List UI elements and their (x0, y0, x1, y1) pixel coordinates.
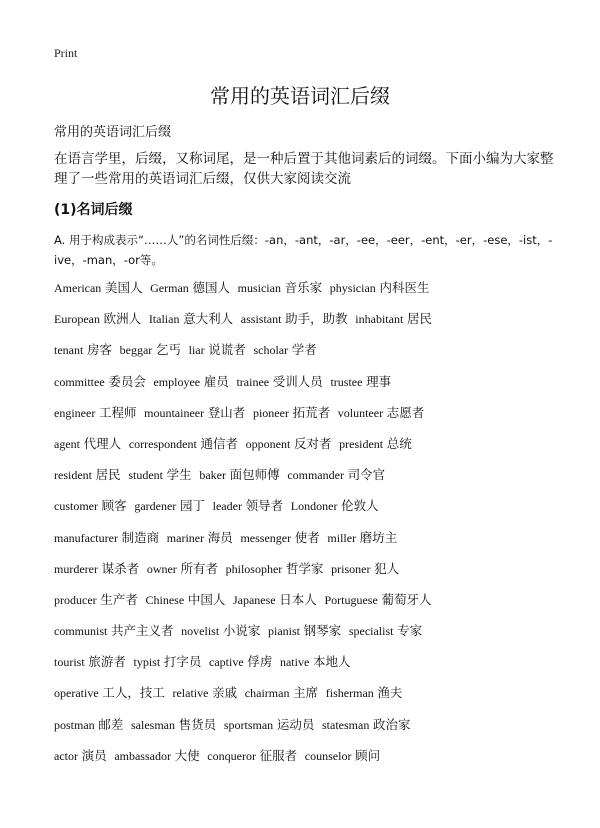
chinese-meaning: 学生 (166, 467, 192, 483)
english-word: trainee (236, 374, 270, 389)
vocab-entry (330, 375, 391, 389)
vocab-line (54, 434, 574, 465)
chinese-meaning: 演员 (81, 747, 107, 763)
chinese-meaning: 亲戚 (212, 685, 238, 701)
english-word: messenger (240, 530, 292, 545)
vocab-entry (147, 562, 218, 576)
english-word: novelist (181, 624, 220, 639)
chinese-meaning: 哲学家 (285, 560, 324, 576)
chinese-meaning: 意大利人 (183, 311, 234, 327)
vocab-entry (144, 406, 245, 420)
vocab-entry (134, 655, 202, 669)
chinese-meaning: 受训人员 (272, 373, 323, 389)
vocab-entry (253, 406, 330, 420)
vocab-entry (349, 624, 422, 638)
vocab-entry (54, 718, 123, 732)
chinese-meaning: 中国人 (187, 591, 226, 607)
chinese-meaning: 制造商 (121, 529, 160, 545)
english-word: mountaineer (144, 405, 205, 420)
english-word: opponent (245, 436, 291, 451)
vocab-line (54, 340, 574, 371)
vocab-entry (245, 686, 318, 700)
chinese-meaning: 谋杀者 (101, 560, 140, 576)
vocab-entry (246, 437, 332, 451)
english-word: inhabitant (355, 312, 404, 327)
vocab-entry (131, 718, 216, 732)
subtitle: 常用的英语词汇后缀 (54, 125, 172, 140)
vocabulary-list (54, 278, 574, 777)
vocab-entry (233, 593, 317, 607)
english-word: Londoner (290, 499, 338, 514)
chinese-meaning: 总统 (386, 435, 412, 451)
english-word: German (150, 281, 189, 295)
vocab-entry (54, 593, 138, 607)
vocab-line (54, 528, 574, 559)
vocab-entry (54, 655, 126, 669)
vocab-entry (149, 312, 233, 326)
chinese-meaning: 打字员 (163, 654, 202, 670)
vocab-entry (213, 499, 283, 513)
vocab-entry (54, 437, 121, 451)
vocab-entry (209, 655, 272, 669)
chinese-meaning: 代理人 (83, 435, 122, 451)
print-link[interactable]: Print (54, 46, 78, 60)
english-word: agent (54, 436, 80, 451)
vocab-entry (54, 749, 107, 763)
chinese-meaning: 钢琴家 (303, 623, 342, 639)
english-word: commander (287, 468, 344, 483)
chinese-meaning: 海员 (207, 529, 233, 545)
chinese-meaning: 共产主义者 (111, 623, 174, 639)
vocab-entry (327, 531, 397, 545)
vocab-entry (54, 686, 165, 700)
chinese-meaning: 本地人 (312, 654, 351, 670)
english-word: employee (153, 374, 201, 389)
chinese-meaning: 居民 (406, 311, 432, 327)
chinese-meaning: 专家 (397, 623, 423, 639)
chinese-meaning: 内科医生 (379, 280, 430, 295)
chinese-meaning: 小说家 (222, 623, 261, 639)
chinese-meaning: 主席 (293, 685, 319, 701)
vocab-entry (172, 686, 237, 700)
vocab-entry (238, 281, 323, 295)
vocab-entry (54, 531, 159, 545)
vocab-entry (326, 686, 403, 700)
english-word: president (339, 436, 384, 451)
vocab-line (54, 496, 574, 527)
english-word: gardener (134, 499, 177, 514)
chinese-meaning: 音乐家 (284, 280, 323, 295)
chinese-meaning: 美国人 (104, 280, 143, 295)
chinese-meaning: 拓荒者 (292, 404, 331, 420)
vocab-entry (181, 624, 260, 638)
chinese-meaning: 反对者 (293, 435, 332, 451)
chinese-meaning: 工人，技工 (102, 685, 165, 701)
vocab-entry (129, 437, 238, 451)
vocab-entry (114, 749, 199, 763)
vocab-entry (207, 749, 297, 763)
english-word: musician (237, 281, 281, 295)
chinese-meaning: 居民 (95, 467, 121, 483)
vocab-entry (54, 624, 174, 638)
vocab-entry (280, 655, 351, 669)
vocab-entry (189, 343, 246, 357)
chinese-meaning: 运动员 (276, 716, 315, 732)
chinese-meaning: 邮差 (98, 716, 124, 732)
vocab-line (54, 403, 574, 434)
vocab-entry (128, 468, 191, 482)
chinese-meaning: 学者 (291, 342, 317, 358)
chinese-meaning: 面包师傅 (229, 467, 280, 483)
vocab-line (54, 372, 574, 403)
chinese-meaning: 俘虏 (247, 654, 273, 670)
english-word: miller (327, 530, 357, 545)
chinese-meaning: 德国人 (192, 280, 230, 295)
english-word: leader (212, 499, 242, 514)
vocab-entry (324, 593, 431, 607)
vocab-entry (338, 406, 425, 420)
chinese-meaning: 政治家 (372, 716, 411, 732)
vocab-entry (134, 499, 205, 513)
vocab-entry (54, 562, 139, 576)
english-word: operative (54, 686, 99, 701)
chinese-meaning: 渔夫 (377, 685, 403, 701)
english-word: pianist (268, 624, 300, 639)
vocab-entry (167, 531, 233, 545)
vocab-entry (291, 499, 379, 513)
vocab-line (54, 683, 574, 714)
chinese-meaning: 使者 (294, 529, 320, 545)
vocab-line (54, 746, 574, 777)
english-word: murderer (54, 561, 98, 576)
english-word: native (279, 655, 310, 670)
english-word: assistant (240, 312, 282, 327)
vocab-entry (226, 562, 324, 576)
vocab-entry (305, 749, 380, 763)
english-word: tenant (54, 343, 84, 358)
chinese-meaning: 领导者 (245, 498, 284, 514)
chinese-meaning: 乞丐 (155, 342, 181, 358)
vocab-entry (339, 437, 412, 451)
english-word: sportsman (223, 717, 274, 732)
vocab-entry (145, 593, 225, 607)
vocab-entry (355, 312, 432, 326)
english-word: salesman (131, 717, 175, 732)
english-word: owner (146, 561, 177, 576)
vocab-entry (287, 468, 385, 482)
chinese-meaning: 顾客 (101, 498, 127, 514)
vocab-line (54, 652, 574, 683)
chinese-meaning: 通信者 (200, 435, 238, 451)
vocab-line (54, 715, 574, 746)
english-word: counselor (304, 748, 352, 763)
english-word: manufacturer (54, 530, 118, 545)
chinese-meaning: 理事 (366, 373, 392, 389)
vocab-entry (322, 718, 411, 732)
english-word: Japanese (232, 592, 276, 607)
vocab-entry (331, 562, 399, 576)
english-word: prisoner (331, 561, 371, 576)
vocab-entry (153, 375, 228, 389)
chinese-meaning: 说谎者 (208, 342, 246, 358)
vocab-entry (54, 406, 136, 420)
vocab-line (54, 590, 574, 621)
english-word: postman (54, 717, 95, 732)
english-word: typist (133, 655, 161, 670)
chinese-meaning: 生产者 (100, 591, 138, 607)
chinese-meaning: 旅游者 (88, 654, 126, 670)
english-word: engineer (54, 405, 96, 420)
english-word: committee (54, 374, 105, 389)
vocab-entry (224, 718, 315, 732)
english-word: producer (54, 592, 97, 607)
vocab-entry (253, 343, 316, 357)
vocab-entry (150, 281, 230, 295)
english-word: beggar (119, 343, 153, 358)
chinese-meaning: 葡萄牙人 (381, 591, 432, 607)
chinese-meaning: 工程师 (98, 404, 137, 420)
chinese-meaning: 日本人 (279, 591, 317, 607)
vocab-entry (54, 499, 127, 513)
english-word: Chinese (145, 592, 185, 607)
english-word: statesman (322, 717, 370, 732)
chinese-meaning: 所有者 (180, 560, 218, 576)
english-word: ambassador (114, 748, 171, 763)
english-word: actor (54, 748, 78, 763)
english-word: Portuguese (324, 592, 378, 607)
chinese-meaning: 大使 (174, 747, 200, 763)
english-word: conqueror (207, 748, 256, 763)
english-word: resident (54, 468, 92, 483)
english-word: American (54, 281, 102, 295)
vocab-entry (54, 343, 112, 357)
chinese-meaning: 犯人 (374, 560, 400, 576)
english-word: specialist (348, 624, 394, 639)
english-word: scholar (253, 343, 289, 358)
chinese-meaning: 助手，助教 (285, 311, 348, 327)
vocab-entry (240, 531, 319, 545)
vocab-entry (199, 468, 279, 482)
vocab-line (54, 309, 574, 340)
english-word: volunteer (337, 405, 384, 420)
vocab-entry (120, 343, 181, 357)
vocab-entry (54, 468, 121, 482)
vocab-line (54, 621, 574, 652)
vocab-entry (54, 375, 146, 389)
section-heading: (1)名词后缀 (54, 202, 133, 218)
vocab-entry (241, 312, 348, 326)
vocab-entry (268, 624, 341, 638)
intro-paragraph: 在语言学里，后缀，又称词尾，是一种后置于其他词素后的词缀。下面小编为大家整理了一些常用的英语词汇后缀，仅供大家阅读交流 (54, 151, 554, 187)
chinese-meaning: 园丁 (179, 498, 205, 514)
english-word: European (54, 312, 100, 327)
chinese-meaning: 售货员 (178, 716, 217, 732)
english-word: pioneer (252, 405, 289, 420)
chinese-meaning: 伦敦人 (341, 498, 379, 514)
chinese-meaning: 委员会 (108, 373, 146, 389)
english-word: physician (329, 281, 376, 295)
vocab-line (54, 559, 574, 590)
english-word: captive (209, 655, 244, 670)
vocab-line (54, 465, 574, 496)
chinese-meaning: 欧洲人 (103, 311, 142, 327)
english-word: liar (188, 343, 205, 358)
english-word: correspondent (128, 436, 197, 451)
english-word: customer (54, 499, 98, 514)
chinese-meaning: 登山者 (207, 404, 246, 420)
english-word: fisherman (325, 686, 374, 701)
vocab-line (54, 278, 574, 309)
chinese-meaning: 顾问 (355, 747, 381, 763)
english-word: trustee (330, 374, 363, 389)
chinese-meaning: 司令官 (347, 467, 386, 483)
chinese-meaning: 磨坊主 (359, 529, 398, 545)
english-word: baker (199, 468, 226, 483)
chinese-meaning: 征服者 (259, 747, 298, 763)
english-word: Italian (148, 312, 180, 327)
suffix-rule-text: A. 用于构成表示“……人”的名词性后缀：-an，-ant，-ar，-ee，-eer，-ent，-er，-ese，-ist，-ive，-man，-or等。 (54, 233, 553, 267)
chinese-meaning: 志愿者 (386, 404, 425, 420)
chinese-meaning: 房客 (86, 342, 112, 358)
english-word: communist (54, 624, 108, 639)
page-title: 常用的英语词汇后缀 (210, 84, 390, 108)
vocab-entry (236, 375, 322, 389)
english-word: mariner (166, 530, 205, 545)
english-word: tourist (54, 655, 85, 670)
chinese-meaning: 雇员 (203, 373, 229, 389)
vocab-entry (54, 281, 142, 295)
english-word: student (128, 468, 163, 483)
vocab-entry (54, 312, 141, 326)
vocab-entry (330, 281, 430, 295)
english-word: relative (172, 686, 209, 701)
english-word: chairman (244, 686, 290, 701)
english-word: philosopher (225, 561, 283, 576)
